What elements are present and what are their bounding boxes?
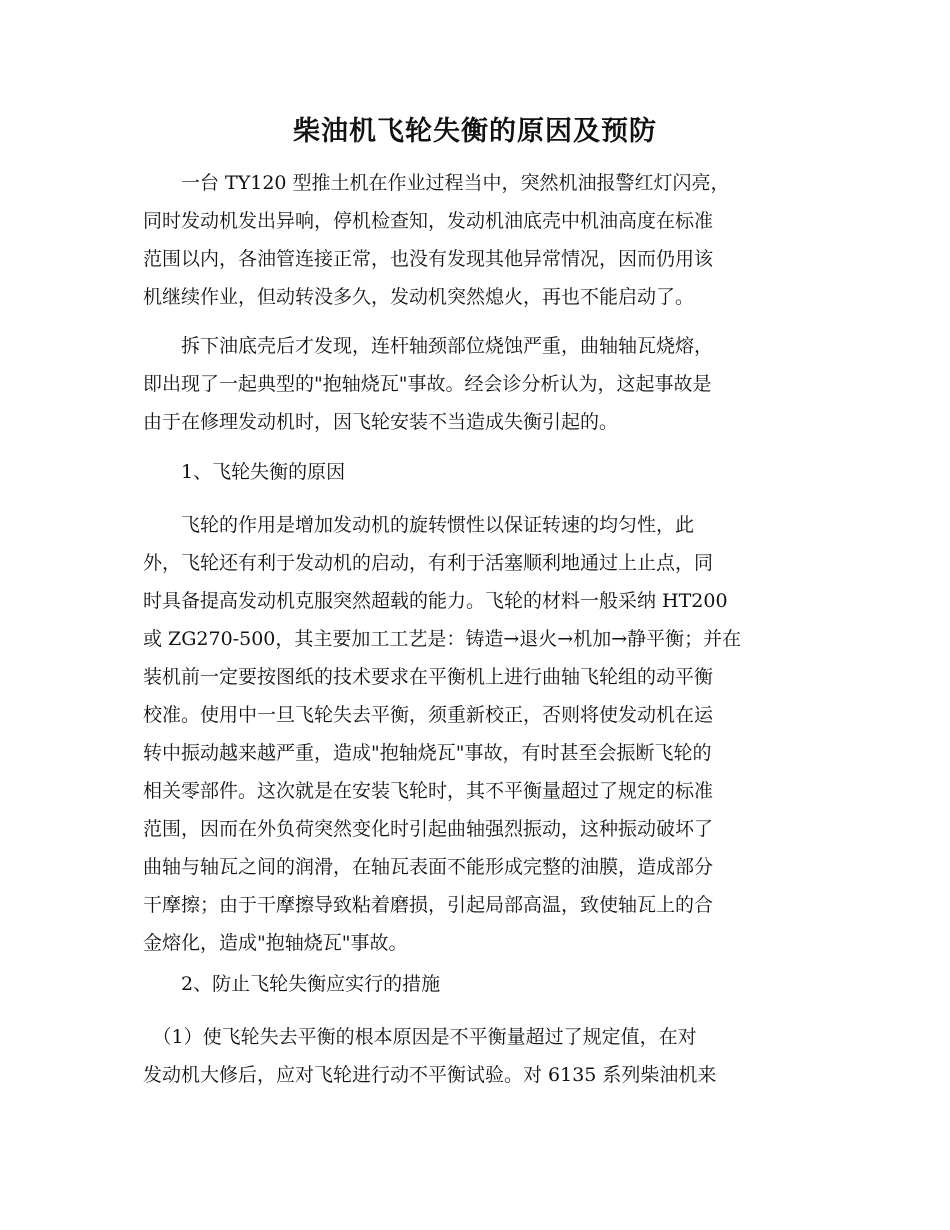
section-heading-2: [143, 965, 823, 1003]
text-line: 或 ZG270-500，其主要加工工艺是：铸造→退火→机加→静平衡；并在: [143, 628, 742, 650]
text-line: 由于在修理发动机时，因飞轮安装不当造成失衡引起的。: [143, 411, 619, 433]
paragraph-1: [143, 164, 823, 316]
text-line: 曲轴与轴瓦之间的润滑，在轴瓦表面不能形成完整的油膜，造成部分: [143, 856, 714, 878]
text-line: 同时发动机发出异响，停机检查知，发动机油底壳中机油高度在标准: [143, 210, 714, 232]
text-line: 相关零部件。这次就是在安装飞轮时，其不平衡量超过了规定的标准: [143, 780, 714, 802]
text-line: 发动机大修后，应对飞轮进行动不平衡试验。对 6135 系列柴油机来: [143, 1064, 717, 1086]
paragraph-4: [143, 1018, 823, 1094]
text-line: 装机前一定要按图纸的技术要求在平衡机上进行曲轴飞轮组的动平衡: [143, 666, 714, 688]
text-line: 一台 TY120 型推土机在作业过程当中，突然机油报警红灯闪亮，: [143, 172, 730, 194]
text-line: 范围，因而在外负荷突然变化时引起曲轴强烈振动，这种振动破坏了: [143, 818, 714, 840]
text-line: 机继续作业，但动转没多久，发动机突然熄火，再也不能启动了。: [143, 286, 695, 308]
text-line: 外，飞轮还有利于发动机的启动，有利于活塞顺利地通过上止点，同: [143, 552, 714, 574]
text-line: 校准。使用中一旦飞轮失去平衡，须重新校正，否则将使发动机在运: [143, 704, 714, 726]
text-line: 转中振动越来越严重，造成"抱轴烧瓦"事故，有时甚至会振断飞轮的: [143, 742, 712, 764]
text-line: 飞轮的作用是增加发动机的旋转惯性以保证转速的均匀性，此: [143, 514, 695, 536]
document-title: 柴油机飞轮失衡的原因及预防: [293, 116, 657, 147]
text-line: 金熔化，造成"抱轴烧瓦"事故。: [143, 932, 408, 954]
text-line: 范围以内，各油管连接正常，也没有发现其他异常情况，因而仍用该: [143, 248, 714, 270]
heading-line: 1、飞轮失衡的原因: [143, 461, 346, 483]
paragraph-2: [143, 327, 823, 441]
text-line: 时具备提高发动机克服突然超载的能力。飞轮的材料一般采纳 HT200: [143, 590, 728, 612]
text-line: 拆下油底壳后才发现，连杆轴颈部位烧蚀严重，曲轴轴瓦烧熔，: [143, 335, 714, 357]
text-line: 干摩擦；由于干摩擦导致粘着磨损，引起局部高温，致使轴瓦上的合: [143, 894, 714, 916]
heading-line: 2、防止飞轮失衡应实行的措施: [143, 973, 441, 995]
section-heading-1: [143, 453, 823, 491]
text-line: （1）使飞轮失去平衡的根本原因是不平衡量超过了规定值，在对: [143, 1026, 697, 1048]
text-line: 即出现了一起典型的"抱轴烧瓦"事故。经会诊分析认为，这起事故是: [143, 373, 712, 395]
paragraph-3: [143, 506, 823, 962]
